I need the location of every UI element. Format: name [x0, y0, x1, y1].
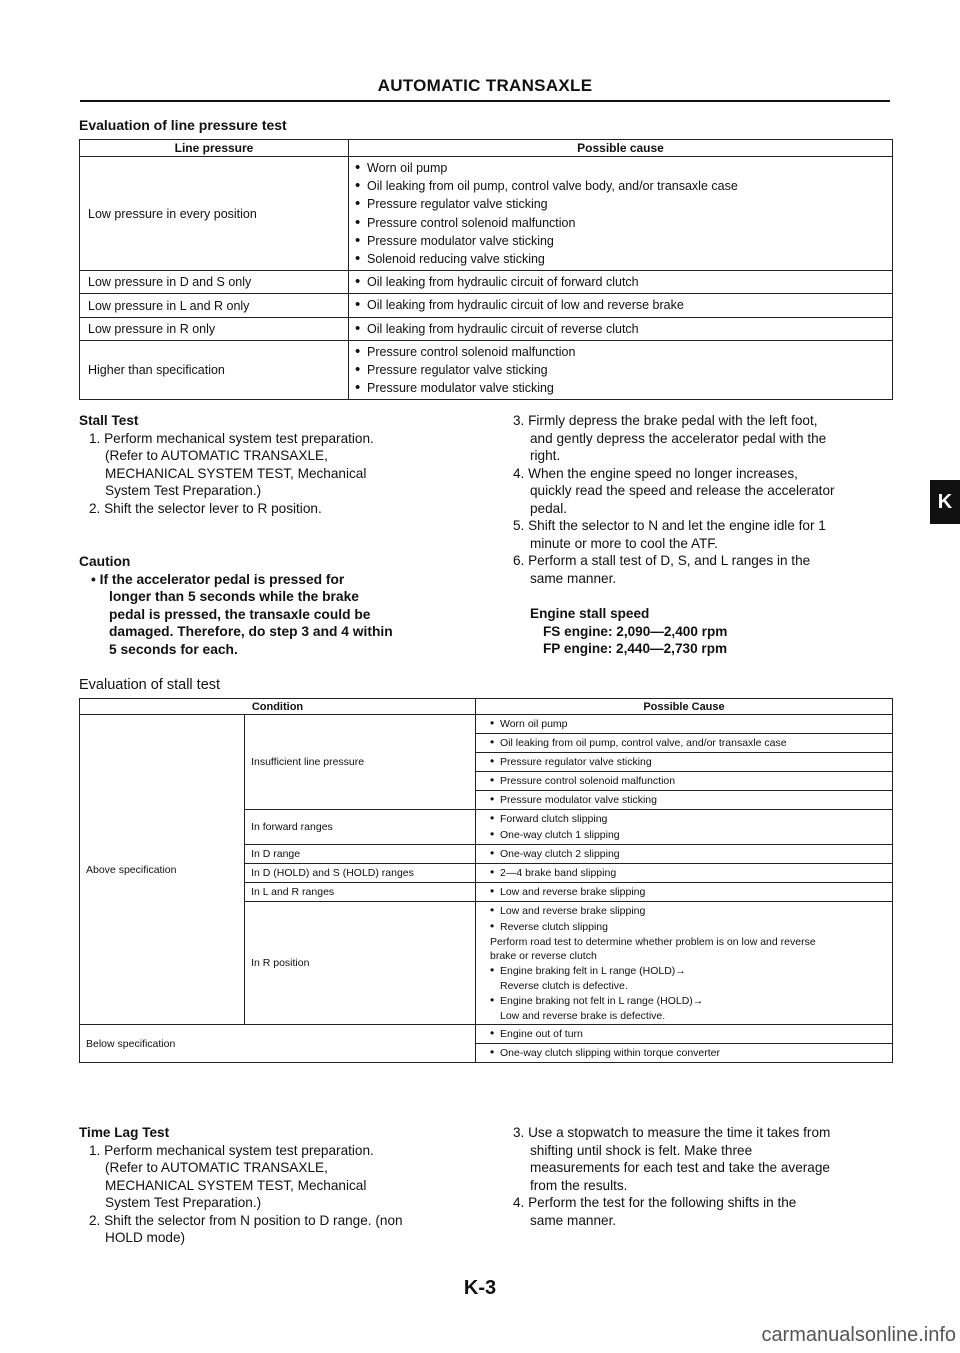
list-item: • Solenoid reducing valve sticking: [355, 250, 884, 268]
caution-line: If the accelerator pedal is pressed for: [99, 571, 345, 587]
caution-line: 5 seconds for each.: [109, 641, 238, 657]
step-text: pedal.: [530, 500, 568, 516]
condition-cell: Higher than specification: [80, 340, 349, 400]
list-item: • Pressure control solenoid malfunction: [490, 773, 886, 789]
list-item: • Oil leaking from hydraulic circuit of forward clutch: [355, 273, 884, 291]
list-item: • Pressure modulator valve sticking: [355, 232, 884, 250]
step-text: same manner.: [530, 1212, 617, 1228]
subcondition-cell: In R position: [245, 902, 476, 1025]
condition-cell: Below specification: [80, 1025, 476, 1063]
table-row: [80, 317, 893, 340]
step-text: same manner.: [530, 570, 617, 586]
list-item: • Pressure control solenoid malfunction: [355, 214, 884, 232]
step-text: 2. Shift the selector from N position to D range. (non: [89, 1212, 403, 1228]
cause-list: [355, 343, 884, 398]
condition-cell: Above specification: [80, 715, 245, 1025]
cause-list: [349, 159, 884, 268]
note-text: brake or reverse clutch: [490, 950, 597, 962]
stall-eval-section-title: [79, 677, 220, 693]
table-row: [80, 294, 893, 317]
list-item: • Pressure regulator valve sticking: [355, 195, 884, 213]
col-header-possible-cause: Possible Cause: [476, 699, 893, 715]
list-item: • Worn oil pump: [355, 159, 884, 177]
step-text: 3. Firmly depress the brake pedal with the left foot,: [513, 413, 818, 428]
table-row: [80, 340, 893, 400]
col-header-line-pressure: Line pressure: [80, 140, 349, 157]
step-text: System Test Preparation.): [105, 483, 262, 498]
step-text: 5. Shift the selector to N and let the engine idle for 1: [513, 518, 826, 533]
step-text: 1. Perform mechanical system test preparation.: [89, 1142, 374, 1158]
page-number: K-3: [463, 1277, 497, 1299]
step-text: System Test Preparation.): [105, 1195, 262, 1210]
condition-cell: Low pressure in every position: [80, 157, 349, 271]
table-row: [80, 157, 893, 271]
stall-evaluation-table: [79, 698, 893, 1063]
stall-test-title: Stall Test: [79, 413, 139, 428]
subcondition-cell: In forward ranges: [245, 810, 476, 845]
caution-line: pedal is pressed, the transaxle could be: [109, 606, 371, 622]
step-text: right.: [530, 448, 561, 463]
subcondition-cell: Insufficient line pressure: [245, 715, 476, 810]
stall-eval-title-text: Evaluation of stall test: [79, 677, 221, 693]
list-item: • One-way clutch slipping within torque converter: [490, 1045, 886, 1061]
step-text: 6. Perform a stall test of D, S, and L ranges in the: [513, 553, 811, 568]
table-row: [80, 715, 893, 734]
list-item: • Engine braking not felt in L range (HOLD)→: [490, 993, 886, 1009]
step-text: 3. Use a stopwatch to measure the time it takes from: [513, 1125, 831, 1140]
time-lag-right-column: [513, 1124, 903, 1229]
step-text: HOLD mode): [105, 1230, 186, 1245]
step-text: 1. Perform mechanical system test preparation.: [89, 430, 374, 446]
table-row: [80, 271, 893, 294]
caution-text: • If the accelerator pedal is pressed for: [91, 571, 345, 587]
stall-speed-title: Engine stall speed: [530, 606, 650, 621]
cause-list: [355, 320, 884, 338]
step-text: 2. Shift the selector lever to R position.: [89, 500, 322, 516]
list-item: • Oil leaking from hydraulic circuit of reverse clutch: [355, 320, 884, 338]
list-item: • Engine braking felt in L range (HOLD)→: [490, 963, 886, 979]
step-text: quickly read the speed and release the accelerator: [530, 483, 835, 498]
note-text: Low and reverse brake is defective.: [500, 1010, 666, 1022]
list-item: • 2—4 brake band slipping: [490, 865, 886, 881]
list-item: • Low and reverse brake slipping: [490, 884, 886, 900]
step-text: (Refer to AUTOMATIC TRANSAXLE,: [105, 1160, 328, 1175]
step-text: MECHANICAL SYSTEM TEST, Mechanical: [105, 465, 367, 481]
list-item: • Pressure control solenoid malfunction: [355, 343, 884, 361]
list-item: • Worn oil pump: [490, 716, 886, 732]
section-tab-marker: K: [930, 480, 960, 524]
list-item: • Low and reverse brake slipping: [490, 903, 886, 919]
cause-list: [355, 273, 884, 291]
condition-cell: Low pressure in R only: [80, 317, 349, 340]
list-item: • Pressure regulator valve sticking: [355, 361, 884, 379]
step-text: minute or more to cool the ATF.: [530, 535, 718, 551]
header-rule: [80, 100, 890, 102]
list-item: • One-way clutch 2 slipping: [490, 846, 886, 862]
subcondition-cell: In D range: [245, 845, 476, 864]
watermark-text: carmanualsonline.info: [761, 1324, 956, 1346]
step-text: shifting until shock is felt. Make three: [530, 1142, 753, 1158]
condition-cell: Low pressure in D and S only: [80, 271, 349, 294]
line-pressure-section-title: Evaluation of line pressure test: [79, 117, 287, 133]
note-text: Perform road test to determine whether problem is on low and reverse: [490, 936, 816, 948]
subcondition-cell: In L and R ranges: [245, 883, 476, 902]
caution-line: damaged. Therefore, do step 3 and 4 within: [109, 624, 393, 639]
step-text: from the results.: [530, 1177, 628, 1193]
list-item: • Pressure regulator valve sticking: [490, 754, 886, 770]
stall-speed-fp: FP engine: 2,440—2,730 rpm: [543, 641, 728, 656]
step-text: (Refer to AUTOMATIC TRANSAXLE,: [105, 448, 328, 463]
subcondition-cell: In D (HOLD) and S (HOLD) ranges: [245, 864, 476, 883]
step-text: MECHANICAL SYSTEM TEST, Mechanical: [105, 1177, 367, 1193]
step-text: 4. When the engine speed no longer increases,: [513, 465, 798, 481]
line-pressure-table: [79, 139, 893, 400]
step-text: 4. Perform the test for the following shifts in the: [513, 1195, 797, 1210]
time-lag-title: Time Lag Test: [79, 1125, 170, 1140]
condition-cell: Low pressure in L and R only: [80, 294, 349, 317]
page-title: AUTOMATIC TRANSAXLE: [377, 76, 593, 95]
stall-test-left-column: [79, 412, 479, 658]
list-item: • Reverse clutch slipping: [490, 919, 886, 935]
caution-title: Caution: [79, 554, 131, 569]
step-text: and gently depress the accelerator pedal with the: [530, 430, 827, 446]
list-item: • Pressure modulator valve sticking: [490, 792, 886, 808]
stall-speed-fs: FS engine: 2,090—2,400 rpm: [543, 623, 728, 639]
col-header-condition: Condition: [80, 699, 476, 715]
list-item: • Pressure modulator valve sticking: [355, 379, 884, 397]
list-item: • Oil leaking from hydraulic circuit of low and reverse brake: [355, 296, 884, 314]
list-item: • Oil leaking from oil pump, control valve body, and/or transaxle case: [355, 177, 884, 195]
note-text: Reverse clutch is defective.: [500, 980, 628, 992]
list-item: • One-way clutch 1 slipping: [490, 827, 886, 843]
step-text: measurements for each test and take the average: [530, 1160, 830, 1175]
list-item: • Forward clutch slipping: [490, 811, 886, 827]
stall-test-right-column: [513, 412, 903, 658]
table-row: [80, 1025, 893, 1044]
time-lag-left-column: [79, 1124, 499, 1247]
col-header-possible-cause: Possible cause: [349, 140, 893, 157]
cause-list: [355, 296, 884, 314]
list-item: • Oil leaking from oil pump, control valve, and/or transaxle case: [490, 735, 886, 751]
list-item: • Engine out of turn: [490, 1026, 886, 1042]
caution-line: longer than 5 seconds while the brake: [109, 589, 359, 604]
